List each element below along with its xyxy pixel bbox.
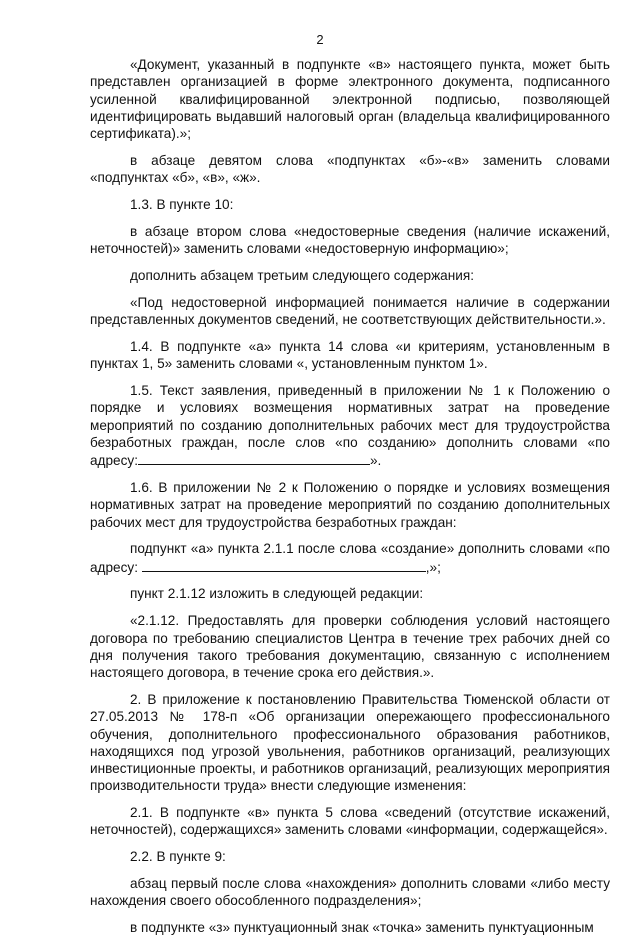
paragraph-17: в подпункте «з» пунктуационный знак «точка» заменить пунктуационным xyxy=(130,920,594,936)
paragraph-12: «2.1.12. Предоставлять для проверки соблюдения условий настоящего договора по требованию специалистов Центра в течение трех рабочих дней со дня получения такого требования документацию, связанную с исполнением настоящего договора, в течение срока его действия.». xyxy=(90,613,610,681)
address-blank-line-2 xyxy=(142,558,426,572)
paragraph-10-end: ,»; xyxy=(425,559,441,575)
paragraph-2-main: 2. В приложение к постановлению Правительства Тюменской области от 27.05.2013 № 178-п «Об организации опережающего профессионального обучения, дополнительного профессионального образования работников, находящихся под угрозой увольнения, работников организаций, реализующих инвестиционные проекты, и работников организаций, реализующих мероприятия производительности труда» внести следующие изменения: xyxy=(90,691,610,794)
paragraph-2-1: 2.1. В подпункте «в» пункта 5 слова «сведений (отсутствие искажений, неточностей), содержащихся» заменить словами «информации, содержащейся». xyxy=(90,805,610,838)
page-number: 2 xyxy=(316,32,324,47)
paragraph-2: в абзаце девятом слова «подпунктах «б»-«в» заменить словами «подпунктах «б», «в», «ж». xyxy=(90,152,610,186)
paragraph-10 xyxy=(90,540,610,576)
paragraph-1-6: 1.6. В приложении № 2 к Положению о порядке и условиях возмещения нормативных затрат на проведение мероприятий по созданию дополнительных рабочих мест для трудоустройства безработных граждан: xyxy=(90,479,610,530)
paragraph-1-4: 1.4. В подпункте «а» пункта 14 слова «и критериям, установленным в пунктах 1, 5» заменить словами «, установленным пунктом 1». xyxy=(90,338,610,372)
paragraph-1-5-text: 1.5. Текст заявления, приведенный в приложении № 1 к Положению о порядке и условиях возмещения нормативных затрат на проведение мероприятий по созданию дополнительных рабочих мест для трудоустройства безработных граждан, после слов «по созданию» дополнить словами «по адресу: xyxy=(90,382,610,469)
paragraph-2-2-heading: 2.2. В пункте 9: xyxy=(130,849,226,865)
paragraph-1-5 xyxy=(90,382,610,469)
paragraph-1-5-end: ». xyxy=(369,453,382,469)
address-blank-line xyxy=(138,451,370,465)
paragraph-10-text: подпункт «а» пункта 2.1.1 после слова «создание» дополнить словами «по адресу: xyxy=(90,541,610,575)
paragraph-11: пункт 2.1.12 изложить в следующей редакции: xyxy=(130,586,424,602)
document-body xyxy=(90,56,610,946)
paragraph-6: «Под недостоверной информацией понимается наличие в содержании представленных документов сведений, не соответствующих действительности.». xyxy=(90,294,610,328)
paragraph-16: абзац первый после слова «нахождения» дополнить словами «либо месту нахождения своего обособленного подразделения»; xyxy=(90,876,610,909)
paragraph-5: дополнить абзацем третьим следующего содержания: xyxy=(130,267,474,283)
paragraph-1-3-heading: 1.3. В пункте 10: xyxy=(130,197,234,213)
paragraph-1: «Документ, указанный в подпункте «в» настоящего пункта, может быть представлен организацией в форме электронного документа, подписанного усиленной квалифицированной электронной подписью, позволяющей идентифицировать выдавший налоговый орган (владельца квалифицированного сертификата).»; xyxy=(90,57,610,142)
paragraph-4: в абзаце втором слова «недостоверные сведения (наличие искажений, неточностей)» заменить словами «недостоверную информацию»; xyxy=(90,223,610,257)
